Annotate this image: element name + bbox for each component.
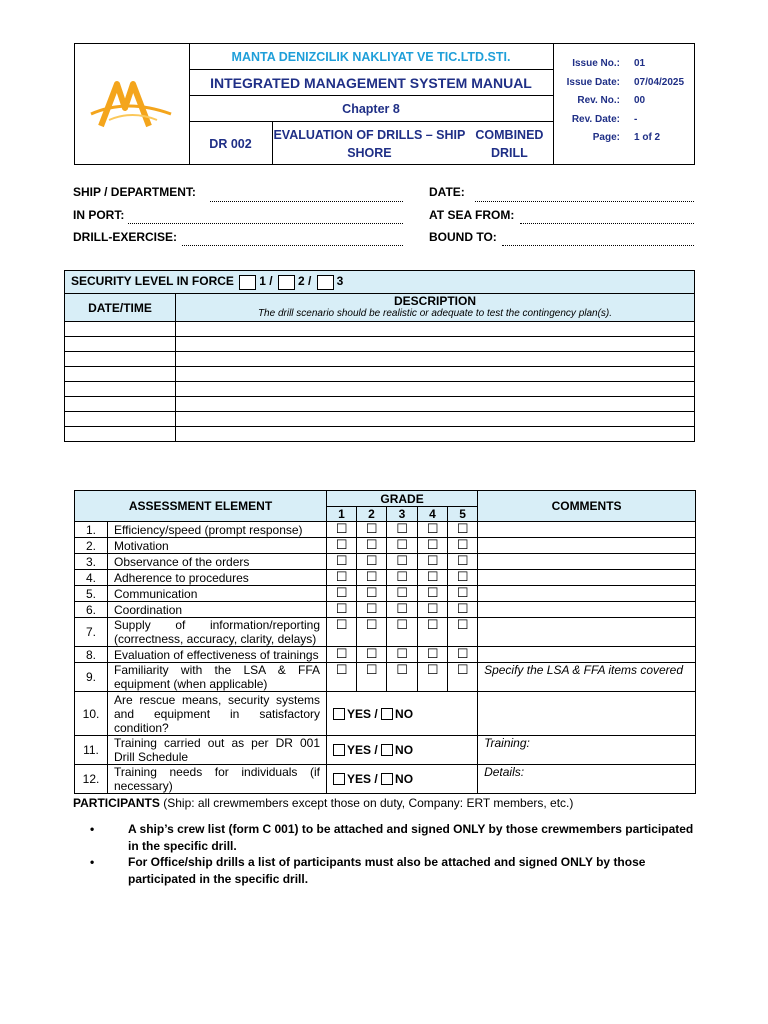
row-number: 8. [75,647,108,663]
grade-5-checkbox[interactable]: ☐ [448,586,478,602]
datetime-cell[interactable] [65,412,176,427]
grade-4-checkbox[interactable]: ☐ [418,586,448,602]
description-title: DESCRIPTION [393,294,476,308]
at-sea-from-field[interactable] [520,223,694,224]
assessment-element: Training needs for individuals (if necessary) [108,765,327,794]
datetime-header: DATE/TIME [65,294,176,322]
participants-title: PARTICIPANTS [73,796,160,810]
yes-label: YES / [347,743,378,757]
comment-cell[interactable] [478,554,696,570]
drill-log-row[interactable] [65,382,695,397]
in-port-label: IN PORT: [73,208,125,222]
assessment-element: Efficiency/speed (prompt response) [108,522,327,538]
participants-note: (Ship: all crewmembers except those on duty, Company: ERT members, etc.) [159,796,574,810]
description-cell[interactable] [176,352,695,367]
assessment-yesno-row [75,692,696,736]
drill-log-row[interactable] [65,427,695,442]
row-number: 9. [75,663,108,692]
date-field[interactable] [475,201,694,202]
grade-2-checkbox[interactable]: ☐ [357,538,387,554]
document-meta [554,58,695,151]
row-number: 2. [75,538,108,554]
drill-log-row[interactable] [65,397,695,412]
security-level-row [65,271,695,294]
security-level-2-label: 2 / [297,274,312,289]
yes-label: YES / [347,772,378,786]
drill-log-row[interactable] [65,322,695,337]
ship-department-label: SHIP / DEPARTMENT: [73,185,196,199]
drill-log-row[interactable] [65,337,695,352]
row-number: 4. [75,570,108,586]
description-cell[interactable] [176,412,695,427]
comment-cell[interactable]: Details: [478,765,696,794]
row-number: 11. [75,736,108,765]
grade-5-checkbox[interactable]: ☐ [448,570,478,586]
yes-checkbox[interactable] [333,744,345,756]
description-cell[interactable] [176,367,695,382]
bullet-text: A ship’s crew list (form C 001) to be attached and signed ONLY by those crewmembers participated in the specific drill. [128,822,694,853]
row-number: 10. [75,692,108,736]
grade-3-checkbox[interactable]: ☐ [387,570,418,586]
yes-no-choice [327,736,478,765]
grade-1-checkbox[interactable]: ☐ [327,554,357,570]
document-title-line2: COMBINED DRILL [475,127,544,160]
grade-2-checkbox[interactable]: ☐ [357,522,387,538]
ship-department-field[interactable] [210,201,403,202]
issue-no-value: 01 [634,58,646,69]
document-title-line1: EVALUATION OF DRILLS – SHIP SHORE [273,127,466,160]
company-name: MANTA DENIZCILIK NAKLIYAT VE TIC.LTD.STI. [231,49,511,64]
grade-2-checkbox[interactable]: ☐ [357,618,387,647]
yes-label: YES / [347,706,378,721]
grade-2-header: 2 [357,507,387,522]
grade-2-checkbox[interactable]: ☐ [357,554,387,570]
comment-cell[interactable]: Training: [478,736,696,765]
rev-date-label: Rev. Date: [571,113,620,125]
bullet-text: For Office/ship drills a list of participants must also be attached and signed ONLY by those participated in the specific drill. [128,855,646,886]
assessment-row [75,586,696,602]
manual-title: INTEGRATED MANAGEMENT SYSTEM MANUAL [210,75,532,91]
assessment-element: Coordination [108,602,327,618]
grade-2-checkbox[interactable]: ☐ [357,663,387,692]
grade-2-checkbox[interactable]: ☐ [357,586,387,602]
datetime-cell[interactable] [65,427,176,442]
grade-4-checkbox[interactable]: ☐ [418,554,448,570]
assessment-row [75,522,696,538]
row-number: 7. [75,618,108,647]
yes-no-choice [327,765,478,794]
grade-5-checkbox[interactable]: ☐ [448,554,478,570]
grade-5-checkbox[interactable]: ☐ [448,647,478,663]
description-note: The drill scenario should be realistic or adequate to test the contingency plan(s). [257,308,613,319]
page-label: Page: [592,132,620,143]
row-number: 1. [75,522,108,538]
security-level-3-label: 3 [336,274,344,289]
page-value: 1 of 2 [634,132,661,143]
grade-5-checkbox[interactable]: ☐ [448,602,478,618]
assessment-element: Are rescue means, security systems and equipment in satisfactory condition? [108,692,327,736]
assessment-element: Communication [108,586,327,602]
participants-section [73,796,573,810]
grade-4-checkbox[interactable]: ☐ [418,618,448,647]
grade-1-checkbox[interactable]: ☐ [327,586,357,602]
grade-5-checkbox[interactable]: ☐ [448,663,478,692]
row-number: 3. [75,554,108,570]
chapter-label: Chapter 8 [342,101,400,116]
grade-3-checkbox[interactable]: ☐ [387,522,418,538]
assessment-yesno-row [75,736,696,765]
assessment-element: Evaluation of effectiveness of trainings [108,647,327,663]
assessment-element: Training carried out as per DR 001 Drill Schedule [108,736,327,765]
drill-exercise-label: DRILL-EXERCISE: [73,230,178,244]
document-title [273,122,553,165]
grade-3-header: 3 [387,507,418,522]
grade-header: GRADE [327,491,478,507]
grade-4-checkbox[interactable]: ☐ [418,522,448,538]
comment-cell[interactable] [478,538,696,554]
grade-4-checkbox[interactable]: ☐ [418,602,448,618]
security-level-3-checkbox[interactable] [317,275,334,290]
comment-cell[interactable] [478,586,696,602]
assessment-row [75,570,696,586]
no-label: NO [395,772,414,786]
description-cell[interactable] [176,427,695,442]
drill-log-table [64,270,695,442]
assessment-element: Observance of the orders [108,554,327,570]
bullet-icon: • [90,855,95,869]
datetime-cell[interactable] [65,322,176,337]
row-number: 6. [75,602,108,618]
description-cell[interactable] [176,322,695,337]
description-cell[interactable] [176,382,695,397]
assessment-yesno-row [75,765,696,794]
assessment-row [75,538,696,554]
grade-3-checkbox[interactable]: ☐ [387,554,418,570]
comment-cell[interactable] [478,602,696,618]
drill-log-header [65,294,695,322]
datetime-cell[interactable] [65,352,176,367]
document-header [74,43,695,165]
assessment-element-header: ASSESSMENT ELEMENT [75,491,327,522]
assessment-element: Motivation [108,538,327,554]
participants-bullet [90,821,700,855]
grade-3-checkbox[interactable]: ☐ [387,647,418,663]
grade-1-checkbox[interactable]: ☐ [327,663,357,692]
grade-1-checkbox[interactable]: ☐ [327,522,357,538]
manta-logo-icon [87,74,177,139]
grade-5-header: 5 [448,507,478,522]
description-header [176,294,695,322]
grade-2-checkbox[interactable]: ☐ [357,602,387,618]
drill-log-row[interactable] [65,367,695,382]
no-label: NO [395,706,414,721]
in-port-field[interactable] [128,223,403,224]
grade-4-checkbox[interactable]: ☐ [418,663,448,692]
drill-log-row[interactable] [65,412,695,427]
no-label: NO [395,743,414,757]
yes-no-choice [327,692,478,736]
grade-3-checkbox[interactable]: ☐ [387,586,418,602]
datetime-cell[interactable] [65,397,176,412]
grade-2-checkbox[interactable]: ☐ [357,570,387,586]
grade-1-checkbox[interactable]: ☐ [327,538,357,554]
grade-3-checkbox[interactable]: ☐ [387,663,418,692]
no-checkbox[interactable] [381,744,393,756]
datetime-cell[interactable] [65,337,176,352]
issue-date-value: 07/04/2025 [634,76,685,88]
assessment-element: Familiarity with the LSA & FFA equipment (when applicable) [108,663,327,692]
issue-no-label: Issue No.: [572,58,620,69]
grade-4-header: 4 [418,507,448,522]
assessment-row [75,554,696,570]
grade-3-checkbox[interactable]: ☐ [387,602,418,618]
comments-header: COMMENTS [478,491,696,522]
datetime-cell[interactable] [65,382,176,397]
drill-exercise-field[interactable] [182,245,403,246]
grade-3-checkbox[interactable]: ☐ [387,538,418,554]
grade-4-checkbox[interactable]: ☐ [418,570,448,586]
yes-checkbox[interactable] [333,773,345,785]
assessment-row [75,647,696,663]
grade-1-checkbox[interactable]: ☐ [327,618,357,647]
issue-date-label: Issue Date: [566,76,620,88]
rev-no-label: Rev. No.: [577,95,620,106]
bound-to-field[interactable] [502,245,694,246]
comment-cell[interactable] [478,618,696,647]
grade-4-checkbox[interactable]: ☐ [418,538,448,554]
datetime-cell[interactable] [65,367,176,382]
drill-log-row[interactable] [65,352,695,367]
assessment-row [75,602,696,618]
no-checkbox[interactable] [381,773,393,785]
security-level-1-checkbox[interactable] [239,275,256,290]
security-level-2-checkbox[interactable] [278,275,295,290]
comment-cell[interactable] [478,692,696,736]
description-cell[interactable] [176,337,695,352]
bullet-icon: • [90,822,95,836]
grade-1-checkbox[interactable]: ☐ [327,647,357,663]
date-label: DATE: [429,185,465,199]
assessment-table [74,490,696,794]
bound-to-label: BOUND TO: [429,230,497,244]
grade-1-header: 1 [327,507,357,522]
grade-5-checkbox[interactable]: ☐ [448,618,478,647]
grade-1-checkbox[interactable]: ☐ [327,570,357,586]
row-number: 12. [75,765,108,794]
assessment-row [75,663,696,692]
grade-5-checkbox[interactable]: ☐ [448,522,478,538]
comment-cell[interactable] [478,522,696,538]
comment-cell[interactable]: Specify the LSA & FFA items covered [478,663,696,692]
assessment-element: Supply of information/reporting (correctness, accuracy, clarity, delays) [108,618,327,647]
comment-cell[interactable] [478,647,696,663]
security-level-1-label: 1 / [259,274,273,289]
assessment-row [75,618,696,647]
row-number: 5. [75,586,108,602]
grade-2-checkbox[interactable]: ☐ [357,647,387,663]
at-sea-from-label: AT SEA FROM: [429,208,515,222]
comment-cell[interactable] [478,570,696,586]
security-level-label: SECURITY LEVEL IN FORCE [71,274,234,289]
document-number: DR 002 [209,136,252,151]
description-cell[interactable] [176,397,695,412]
grade-1-checkbox[interactable]: ☐ [327,602,357,618]
participants-bullet [90,854,700,888]
rev-date-value: - [634,113,638,125]
assessment-element: Adherence to procedures [108,570,327,586]
yes-checkbox[interactable] [333,708,345,720]
grade-3-checkbox[interactable]: ☐ [387,618,418,647]
grade-4-checkbox[interactable]: ☐ [418,647,448,663]
grade-5-checkbox[interactable]: ☐ [448,538,478,554]
rev-no-value: 00 [634,95,646,106]
no-checkbox[interactable] [381,708,393,720]
